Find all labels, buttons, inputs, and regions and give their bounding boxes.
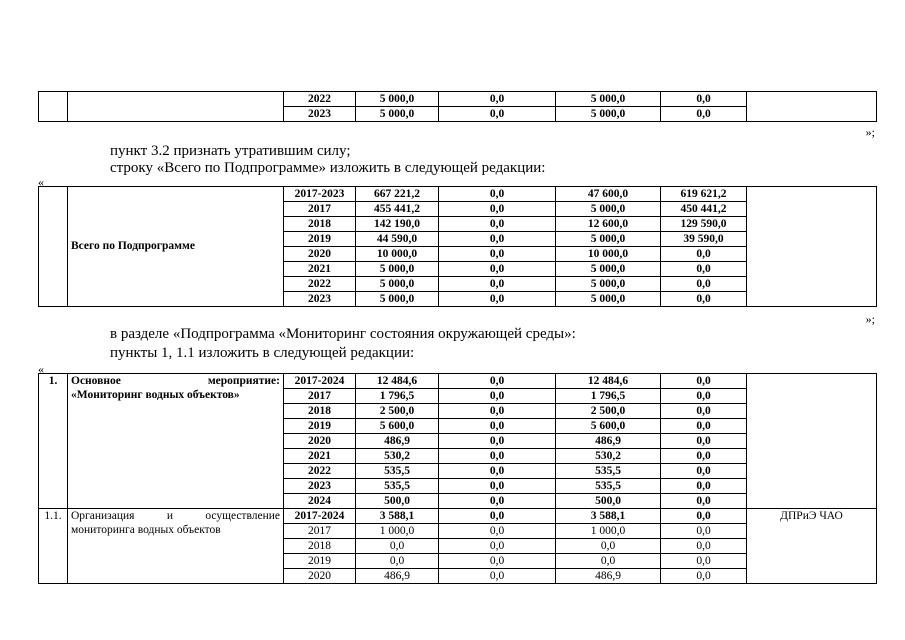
opening-quote: « [38, 362, 44, 376]
value-cell: 0,0 [439, 232, 556, 247]
value-cell: 0,0 [661, 509, 747, 524]
value-cell: 12 600,0 [556, 217, 661, 232]
value-cell: 12 484,6 [556, 374, 661, 389]
value-cell: 0,0 [661, 464, 747, 479]
value-cell: 1 796,5 [556, 389, 661, 404]
table-row [39, 92, 877, 107]
total-cell: 3 588,1 [356, 509, 439, 524]
value-cell: 0,0 [439, 292, 556, 307]
value-cell: 0,0 [661, 494, 747, 509]
value-cell: 535,5 [556, 479, 661, 494]
value-cell: 0,0 [439, 434, 556, 449]
total-cell: 667 221,2 [356, 187, 439, 202]
num-cell [39, 92, 68, 122]
year-cell: 2023 [284, 107, 356, 122]
executor-cell [747, 187, 877, 307]
paragraph: пункт 3.2 признать утратившим силу; [110, 143, 351, 159]
year-cell: 2017 [284, 389, 356, 404]
value-cell: 619 621,2 [661, 187, 747, 202]
year-cell: 2023 [284, 292, 356, 307]
executor-cell [747, 374, 877, 509]
year-cell: 2017-2024 [284, 374, 356, 389]
total-cell: 530,2 [356, 449, 439, 464]
item-label-part: мониторинга водных объектов [71, 524, 221, 536]
value-cell: 0,0 [661, 419, 747, 434]
table-previous-tail [38, 91, 877, 122]
year-cell: 2018 [284, 217, 356, 232]
value-cell: 0,0 [439, 509, 556, 524]
value-cell: 5 000,0 [556, 232, 661, 247]
value-cell: 1 000,0 [556, 524, 661, 539]
value-cell: 0,0 [556, 554, 661, 569]
value-cell: 5 000,0 [556, 262, 661, 277]
value-cell: 0,0 [661, 539, 747, 554]
year-cell: 2022 [284, 92, 356, 107]
value-cell: 0,0 [439, 479, 556, 494]
paragraph: строку «Всего по Подпрограмме» изложить в следующей редакции: [110, 160, 546, 176]
subprogram-total-label: Всего по Подпрограмме [68, 187, 284, 307]
value-cell: 0,0 [439, 92, 556, 107]
year-cell: 2017 [284, 524, 356, 539]
item-number: 1.1. [39, 509, 68, 584]
year-cell: 2017-2024 [284, 509, 356, 524]
executor-cell: ДПРиЭ ЧАО [747, 509, 877, 584]
value-cell: 486,9 [556, 569, 661, 584]
closing-quote: »; [865, 312, 875, 326]
opening-quote: « [38, 175, 44, 189]
value-cell: 0,0 [439, 554, 556, 569]
value-cell: 47 600,0 [556, 187, 661, 202]
year-cell: 2018 [284, 539, 356, 554]
total-cell: 486,9 [356, 434, 439, 449]
value-cell: 0,0 [439, 404, 556, 419]
table-row [39, 509, 877, 524]
total-cell: 500,0 [356, 494, 439, 509]
total-cell: 142 190,0 [356, 217, 439, 232]
total-cell: 1 000,0 [356, 524, 439, 539]
total-cell: 535,5 [356, 479, 439, 494]
total-cell: 0,0 [356, 554, 439, 569]
item-label-part: Организация [71, 510, 135, 522]
value-cell: 0,0 [439, 464, 556, 479]
year-cell: 2022 [284, 464, 356, 479]
year-cell: 2021 [284, 262, 356, 277]
label-cell [68, 92, 284, 122]
year-cell: 2022 [284, 277, 356, 292]
value-cell: 0,0 [439, 449, 556, 464]
value-cell: 0,0 [439, 389, 556, 404]
value-cell: 5 000,0 [556, 277, 661, 292]
total-cell: 5 600,0 [356, 419, 439, 434]
executor-cell [747, 92, 877, 122]
value-cell: 0,0 [439, 247, 556, 262]
value-cell: 0,0 [661, 524, 747, 539]
total-cell: 1 796,5 [356, 389, 439, 404]
total-cell: 5 000,0 [356, 292, 439, 307]
value-cell: 530,2 [556, 449, 661, 464]
value-cell: 0,0 [661, 374, 747, 389]
value-cell: 0,0 [439, 187, 556, 202]
item-label [68, 374, 284, 509]
value-cell: 5 000,0 [556, 107, 661, 122]
value-cell: 0,0 [661, 404, 747, 419]
value-cell: 0,0 [661, 247, 747, 262]
value-cell: 0,0 [439, 419, 556, 434]
value-cell: 0,0 [439, 277, 556, 292]
value-cell: 0,0 [439, 524, 556, 539]
year-cell: 2019 [284, 232, 356, 247]
num-cell [39, 187, 68, 307]
value-cell: 0,0 [661, 277, 747, 292]
item-number: 1. [39, 374, 68, 509]
value-cell: 0,0 [439, 217, 556, 232]
year-cell: 2017-2023 [284, 187, 356, 202]
value-cell: 0,0 [439, 262, 556, 277]
value-cell: 0,0 [439, 494, 556, 509]
value-cell: 0,0 [661, 92, 747, 107]
total-cell: 12 484,6 [356, 374, 439, 389]
total-cell: 486,9 [356, 569, 439, 584]
table-row [39, 374, 877, 389]
value-cell: 0,0 [661, 479, 747, 494]
value-cell: 10 000,0 [556, 247, 661, 262]
total-cell: 5 000,0 [356, 92, 439, 107]
table-subprogram-total [38, 186, 877, 307]
value-cell: 0,0 [661, 389, 747, 404]
value-cell: 2 500,0 [556, 404, 661, 419]
value-cell: 0,0 [661, 434, 747, 449]
value-cell: 0,0 [439, 107, 556, 122]
total-cell: 5 000,0 [356, 107, 439, 122]
total-cell: 2 500,0 [356, 404, 439, 419]
year-cell: 2021 [284, 449, 356, 464]
value-cell: 0,0 [439, 374, 556, 389]
item-label-part: и [166, 510, 173, 522]
total-cell: 535,5 [356, 464, 439, 479]
value-cell: 5 000,0 [556, 202, 661, 217]
value-cell: 5 000,0 [556, 92, 661, 107]
value-cell: 5 000,0 [556, 292, 661, 307]
value-cell: 450 441,2 [661, 202, 747, 217]
total-cell: 0,0 [356, 539, 439, 554]
value-cell: 0,0 [661, 292, 747, 307]
year-cell: 2020 [284, 434, 356, 449]
total-cell: 455 441,2 [356, 202, 439, 217]
value-cell: 129 590,0 [661, 217, 747, 232]
item-label-part: мероприятие: [207, 375, 280, 387]
item-label-part: «Мониторинг водных объектов» [71, 389, 240, 401]
value-cell: 0,0 [439, 539, 556, 554]
value-cell: 0,0 [439, 202, 556, 217]
total-cell: 44 590,0 [356, 232, 439, 247]
table-water-monitoring [38, 373, 877, 584]
year-cell: 2019 [284, 419, 356, 434]
total-cell: 10 000,0 [356, 247, 439, 262]
value-cell: 5 600,0 [556, 419, 661, 434]
value-cell: 0,0 [661, 554, 747, 569]
value-cell: 0,0 [661, 262, 747, 277]
item-label-part: Основное [71, 375, 121, 387]
value-cell: 0,0 [661, 449, 747, 464]
value-cell: 0,0 [661, 569, 747, 584]
table-row [39, 187, 877, 202]
paragraph: в разделе «Подпрограмма «Мониторинг состояния окружающей среды»: [110, 326, 576, 342]
value-cell: 39 590,0 [661, 232, 747, 247]
year-cell: 2018 [284, 404, 356, 419]
year-cell: 2020 [284, 247, 356, 262]
year-cell: 2019 [284, 554, 356, 569]
value-cell: 0,0 [661, 107, 747, 122]
year-cell: 2020 [284, 569, 356, 584]
total-cell: 5 000,0 [356, 262, 439, 277]
closing-quote: »; [865, 125, 875, 139]
year-cell: 2017 [284, 202, 356, 217]
item-label-part: осуществление [205, 510, 280, 522]
value-cell: 0,0 [439, 569, 556, 584]
item-label [68, 509, 284, 584]
total-cell: 5 000,0 [356, 277, 439, 292]
paragraph: пункты 1, 1.1 изложить в следующей редакции: [110, 345, 415, 361]
value-cell: 535,5 [556, 464, 661, 479]
value-cell: 486,9 [556, 434, 661, 449]
year-cell: 2024 [284, 494, 356, 509]
value-cell: 3 588,1 [556, 509, 661, 524]
value-cell: 500,0 [556, 494, 661, 509]
year-cell: 2023 [284, 479, 356, 494]
value-cell: 0,0 [556, 539, 661, 554]
